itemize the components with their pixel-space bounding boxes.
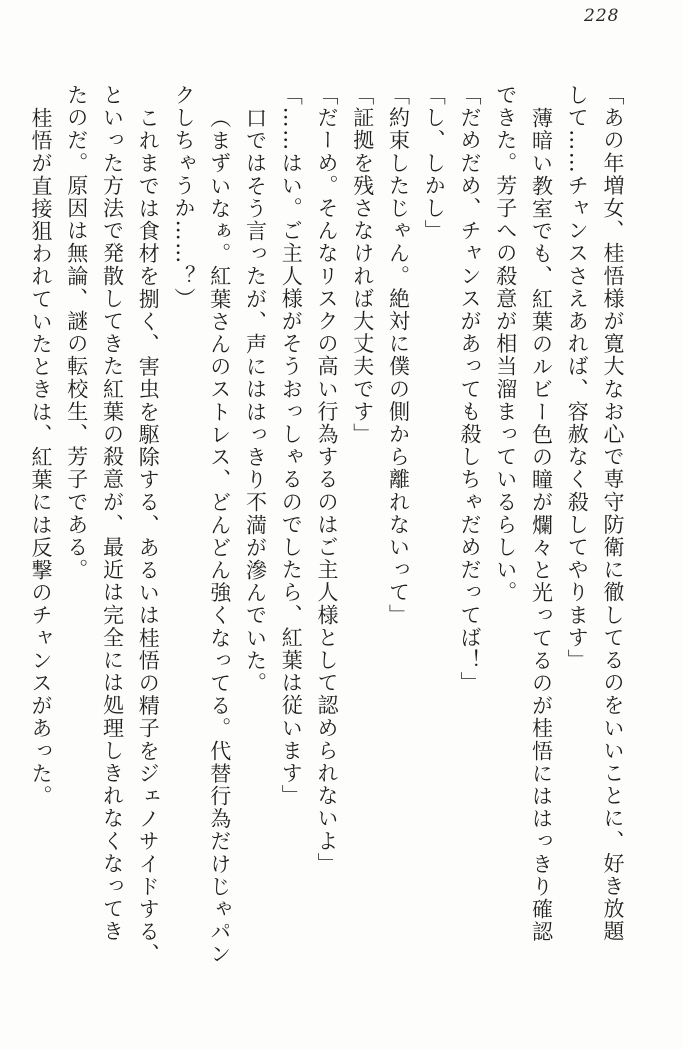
text-line: これまでは食材を捌く、害虫を駆除する、あるいは桂悟の精子をジェノサイドする、: [136, 107, 161, 966]
text-line: して……チャンスさえあれば、容赦なく殺してやります」: [565, 84, 590, 672]
text-line: できた。芳子への殺意が相当溜まっているらしい。: [493, 84, 518, 604]
text-block: [22, 84, 630, 1040]
text-line: （まずいなぁ。紅葉さんのストレス、どんどん強くなってる。代替行為だけじゃパン: [207, 107, 232, 966]
text-line: 「し、しかし」: [422, 84, 447, 243]
text-line: 「だめだめ、チャンスがあっても殺しちゃだめだってば！」: [458, 84, 482, 695]
text-line: 「……はい。ご主人様がそうおっしゃるのでしたら、紅葉は従います」: [279, 84, 304, 808]
text-line: 薄暗い教室でも、紅葉のルビー色の瞳が爛々と光ってるのが桂悟にははっきり確認: [529, 107, 554, 944]
text-line: 桂悟が直接狙われていたときは、紅葉には反撃のチャンスがあった。: [29, 107, 53, 808]
page-number: 228: [584, 6, 620, 26]
text-line: 「だーめ。そんなリスクの高い行為するのはご主人様として認められないよ」: [315, 84, 339, 875]
text-line: クしちゃうか……？）: [172, 84, 196, 310]
text-line: 口ではそう言ったが、声にははっきり不満が滲んでいた。: [243, 107, 268, 695]
text-line: 「あの年増女、桂悟様が寛大なお心で専守防衛に徹してるのをいいことに、好き放題: [601, 84, 625, 943]
text-line: 「証拠を残さなければ大丈夫です」: [350, 84, 375, 446]
text-line: 「約束したじゃん。絶対に僕の側から離れないって」: [386, 84, 411, 627]
text-line: といった方法で発散してきた紅葉の殺意が、最近は完全には処理しきれなくなってき: [100, 84, 125, 943]
text-line: たのだ。原因は無論、謎の転校生、芳子である。: [64, 84, 89, 582]
